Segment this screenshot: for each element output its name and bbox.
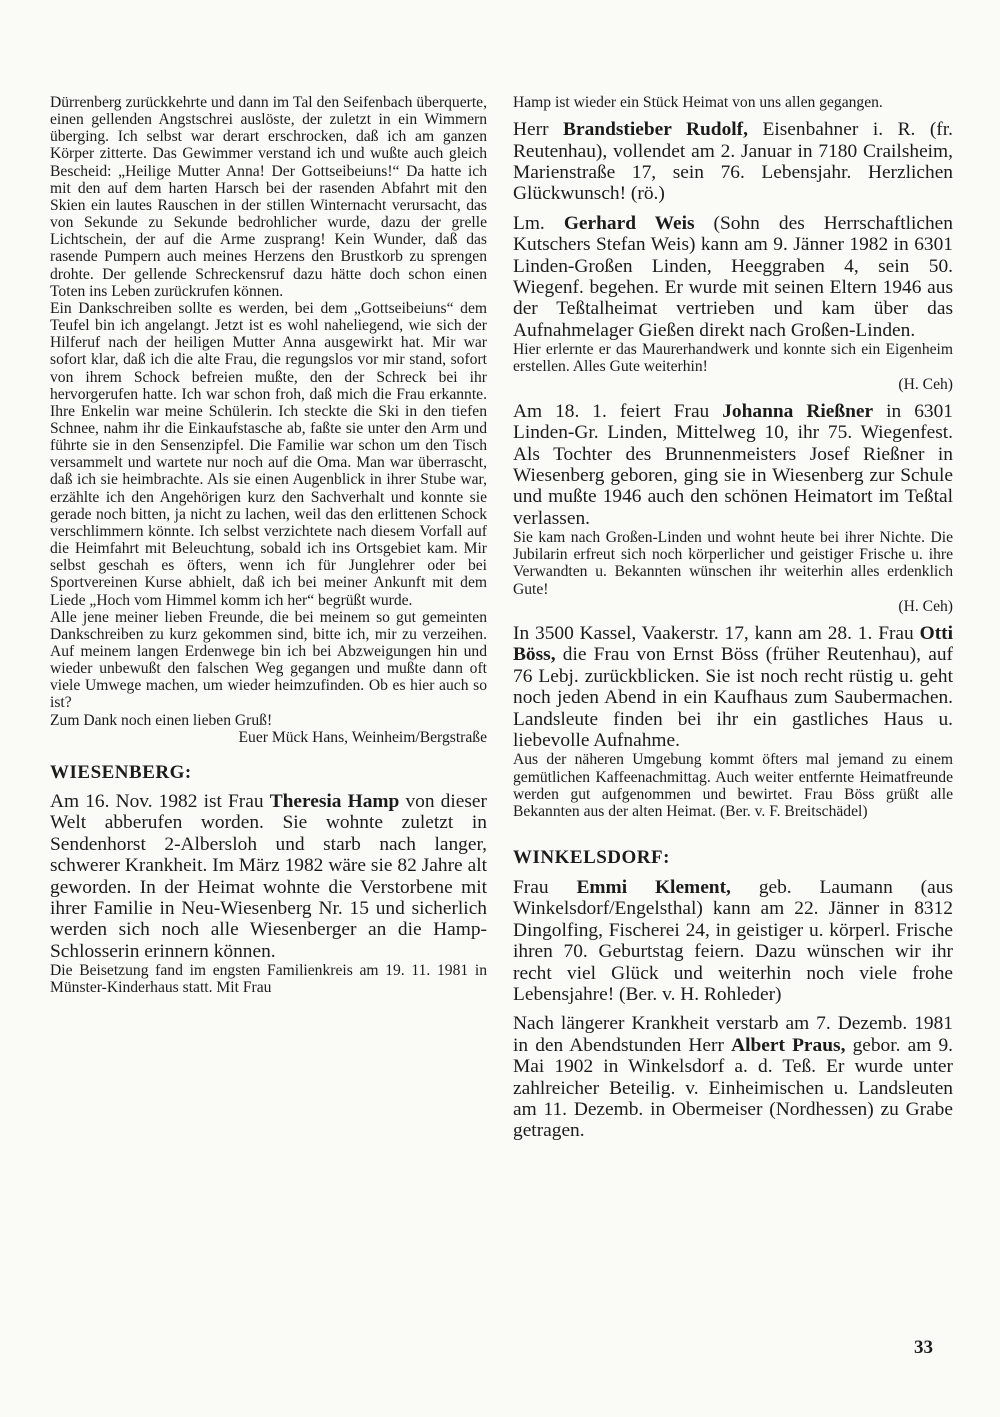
notice-text: Nach längerer Krankheit verstarb am 7. Dezemb. 1981 in den Abendstunden Herr: [513, 1013, 953, 1056]
notice-text: Herr: [513, 119, 549, 141]
notice-text: in 6301 Linden-Gr. Linden, Mittelweg 10, ihr 75. Wiegenfest. Als Tochter des Brunnenmeisters Josef Rießner in Wiesenberg geboren, ging sie in Wiesenberg zur Schule und mußte 1946 auch den schönen Heimatort im Teßtal verlassen.: [513, 400, 953, 529]
notice-text: Am 16. Nov. 1982 ist Frau: [50, 790, 264, 812]
notice-credit: (H. Ceh): [898, 597, 953, 615]
notice-text: (Sohn des Herrschaftlichen Kutschers Stefan Weis) kann am 9. Jänner 1982 in 6301 Linden-Großen Linden, Heeggraben 4, sein 50. Wiegenf. begehen. Er wurde mit seinen Eltern 1946 aus der Teßtalheimat vertrieben und kam über das Aufnahmelager Gießen direkt nach Großen-Linden.: [513, 212, 953, 341]
notice-credit: (H. Ceh): [898, 375, 953, 393]
notice-klement: [513, 877, 953, 1005]
notice-note: Hier erlernte er das Maurerhandwerk und konnte sich ein Eigenheim erstellen. Alles Gute weiterhin!: [513, 341, 953, 376]
person-name: Gerhard Weis: [563, 212, 695, 234]
notice-text: In 3500 Kassel, Vaakerstr. 17, kann am 28. 1. Frau: [513, 622, 914, 644]
notice-continuation: Hamp ist wieder ein Stück Heimat von uns allen gegangen.: [513, 94, 883, 111]
story-paragraph: Alle jene meiner lieben Freunde, die bei meinem so gut gemeinten Dankschreiben zu kurz gekommen sind, bitte ich, mir zu verzeihen. Auf meinem langen Erdenwege bin ich bei Abzweigungen hin und wieder unbewußt den falschen Weg gegangen und mußte dann oft viele Umwege machen, um wieder heimzufinden. Ob es hier auch so ist?: [50, 608, 487, 712]
story-paragraph: Ein Dankschreiben sollte es werden, bei dem „Gottseibeiuns“ dem Teufel bin ich angelangt. Jetzt ist es wohl naheliegend, wie sich der Hilferuf nach der heiligen Mutter Anna ausgewirkt hat. Mir war sofort klar, daß ich die alte Frau, die regungslos vor mir stand, sofort von ihrem Schock befreien mußte, den der Schreck bei ihr hervorgerufen hatte. Ich war schon froh, daß mich die Frau erkannte. Ihre Enkelin war meine Schülerin. Ich steckte die Ski in den tiefen Schnee, nahm ihr die Einkaufstasche ab, faßte sie unter den Arm und führte sie in den Sensenzipfel. Die Familie war schon um den Tisch versammelt und wartete nur noch auf die Oma. Man war überrascht, daß ich sie heimbrachte. Als sie einen Augenblick in ihrer Stube war, erzählte ich den Angehörigen kurz den Sachverhalt und konnte sie gerade noch bitten, ja nicht zu lachen, weil das den erlittenen Schock verschlimmern könnte. Ich selbst verzichtete nach diesem Vorfall auf die Heimfahrt mit Beleuchtung, sobald ich ins Ortsgebiet kam. Mir selbst geschah es öfters, wenn ich für Junglehrer oder bei Sportvereinen Kurse abhielt, daß ich bei meiner Ankunft mit dem Liede „Hoch vom Himmel komm ich her“ begrüßt wurde.: [50, 299, 487, 609]
person-name: Albert Praus,: [731, 1034, 846, 1056]
notice-text: von dieser Welt abberufen worden. Sie wohnte zuletzt in Sendenhorst 2-Albersloh und starb nach langer, schwerer Krankheit. Im März 1982 wäre sie 82 Jahre alt geworden. In der Heimat wohnte die Verstorbene mit ihrer Familie in Neu-Wiesenberg Nr. 15 und sicherlich werden sich noch alle Wiesenberger an die Hamp-Schlosserin erinnern können.: [50, 790, 487, 962]
right-column: [513, 94, 953, 1142]
notice-boess: [513, 623, 953, 751]
person-name: Brandstieber Rudolf,: [563, 119, 748, 141]
page-number: 33: [914, 1337, 933, 1358]
notice-riessner: [513, 401, 953, 529]
story-paragraph: Dürrenberg zurückkehrte und dann im Tal den Seifenbach überquerte, einen gellenden Angstschrei auslöste, der zuletzt in ein Wimmern überging. Ich selbst war derart erschrocken, daß ich am ganzen Körper zitterte. Das Gewimmer verstand ich und wußte auch gleich Bescheid: „Heilige Mutter Anna! Der Gottseibeiuns!“ Da hatte ich mit den auf dem harten Harsch bei der rasenden Abfahrt mit den Skien ein lautes Rauschen in der stillen Winternacht verursacht, das von Sekunde zu Sekunde bedrohlicher wurde, dazu der grelle Lichtschein, der auf die Arme zusprang! Kein Wunder, daß das rasende Pumpern auch meines Herzens den Brustkorb zu sprengen drohte. Der gellende Schreckensruf dazu hätte doch schon einen Toten ins Leben zurückrufen können.: [50, 94, 487, 300]
notice-note: Die Beisetzung fand im engsten Familienkreis am 19. 11. 1981 in Münster-Kinderhaus statt. Mit Frau: [50, 962, 487, 997]
person-name: Theresia Hamp: [269, 790, 400, 812]
notice-text: Eisenbahner i. R. (fr. Reutenhau), vollendet am 2. Januar in 7180 Crailsheim, Marienstraße 17, sein 76. Lebensjahr. Herzlichen Glückwunsch! (rö.): [513, 119, 953, 205]
notice-text: Frau: [513, 876, 549, 898]
notice-text: gebor. am 9. Mai 1902 in Winkelsdorf a. d. Teß. Er wurde unter zahlreicher Beteilig. v. Einheimischen u. Landsleuten am 11. Dezemb. in Obermeiser (Nordhessen) zu Grabe getragen.: [513, 1034, 953, 1142]
section-heading-winkelsdorf: WINKELSDORF:: [513, 846, 670, 868]
notice-text: geb. Laumann (aus Winkelsdorf/Engelsthal) kann am 22. Jänner in 8312 Dingolfing, Fischerei 24, in geistiger u. körperl. Frische ihren 70. Geburtstag feiern. Dazu wünschen wir ihr recht viel Glück und weiterhin noch viele frohe Lebensjahre! (Ber. v. H. Rohleder): [513, 876, 953, 1005]
notice-brandstieber: [513, 119, 953, 205]
story-paragraph: Zum Dank noch einen lieben Gruß!: [50, 711, 273, 729]
notice-text: Am 18. 1. feiert Frau: [513, 400, 710, 422]
story-signature: Euer Mück Hans, Weinheim/Bergstraße: [238, 728, 487, 746]
notice-note: Aus der näheren Umgebung kommt öfters mal jemand zu einem gemütlichen Kaffeenachmittag. Auch weiter entfernte Heimatfreunde werden gut aufgenommen und bewirtet. Frau Böss grüßt alle Bekannten aus der alten Heimat. (Ber. v. F. Breitschädel): [513, 751, 953, 820]
left-column: [50, 94, 487, 997]
notice-text: Lm.: [513, 212, 545, 234]
person-name: Otti Böss,: [513, 622, 953, 666]
notice-praus: [513, 1013, 953, 1141]
notice-note: Sie kam nach Großen-Linden und wohnt heute bei ihrer Nichte. Die Jubilarin erfreut sich noch körperlicher und geistiger Frische u. ihre Verwandten u. Bekannten wünschen ihr weiterhin alles erdenklich Gute!: [513, 529, 953, 598]
notice-hamp: [50, 791, 487, 962]
person-name: Emmi Klement,: [576, 876, 731, 898]
person-name: Johanna Rießner: [722, 400, 874, 422]
notice-text: die Frau von Ernst Böss (früher Reutenhau), auf 76 Lebj. zurückblicken. Sie ist noch recht rüstig u. geht noch jeden Abend in ein Kaufhaus zum Saubermachen. Landsleute finden bei ihr ein gastliches Haus u. liebevolle Aufnahme.: [513, 644, 953, 751]
notice-weis: [513, 213, 953, 341]
section-heading-wiesenberg: WIESENBERG:: [50, 761, 192, 783]
